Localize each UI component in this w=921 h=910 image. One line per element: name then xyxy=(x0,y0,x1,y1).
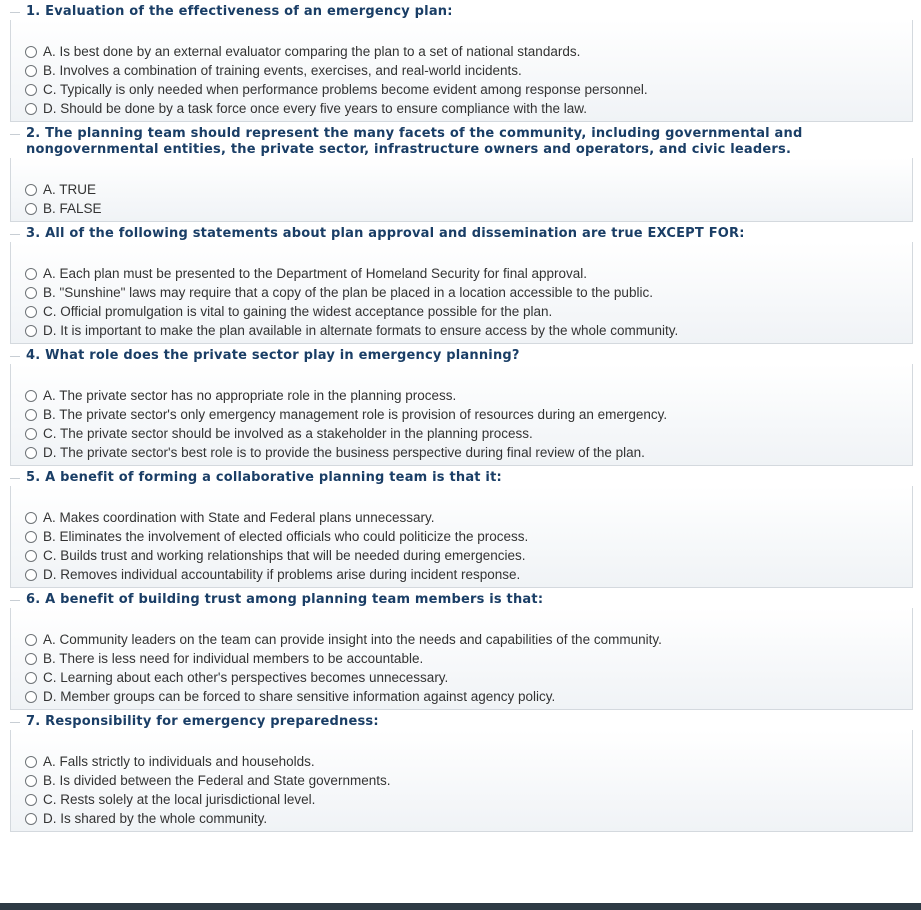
option-b[interactable] xyxy=(11,61,912,80)
radio-button[interactable] xyxy=(25,634,37,646)
option-a[interactable] xyxy=(11,508,912,527)
radio-button[interactable] xyxy=(25,775,37,787)
bottom-toolbar-edge xyxy=(0,903,921,910)
option-d[interactable] xyxy=(11,443,912,462)
option-b[interactable] xyxy=(11,649,912,668)
answer-options xyxy=(10,158,913,222)
option-label: B. There is less need for individual members to be accountable. xyxy=(43,651,424,666)
radio-button[interactable] xyxy=(25,103,37,115)
option-label: D. It is important to make the plan available in alternate formats to ensure access by the whole community. xyxy=(43,323,679,338)
option-d[interactable] xyxy=(11,99,912,118)
option-d[interactable] xyxy=(11,565,912,584)
option-label: B. Is divided between the Federal and State governments. xyxy=(43,773,391,788)
option-b[interactable] xyxy=(11,283,912,302)
option-label: A. Each plan must be presented to the Department of Homeland Security for final approval. xyxy=(43,266,588,281)
radio-button[interactable] xyxy=(25,287,37,299)
question-7 xyxy=(0,710,921,832)
question-prompt: 4. What role does the private sector play in emergency planning? xyxy=(0,344,921,364)
option-c[interactable] xyxy=(11,80,912,99)
radio-button[interactable] xyxy=(25,512,37,524)
question-prompt: 7. Responsibility for emergency preparedness: xyxy=(0,710,921,730)
radio-button[interactable] xyxy=(25,756,37,768)
radio-button[interactable] xyxy=(25,531,37,543)
option-c[interactable] xyxy=(11,424,912,443)
radio-button[interactable] xyxy=(25,65,37,77)
radio-button[interactable] xyxy=(25,691,37,703)
radio-button[interactable] xyxy=(25,203,37,215)
radio-button[interactable] xyxy=(25,447,37,459)
option-label: B. FALSE xyxy=(43,201,102,216)
option-label: B. "Sunshine" laws may require that a copy of the plan be placed in a location accessible to the public. xyxy=(43,285,653,300)
question-prompt: 5. A benefit of forming a collaborative planning team is that it: xyxy=(0,466,921,486)
option-label: C. Typically is only needed when performance problems become evident among response personnel. xyxy=(43,82,648,97)
option-label: B. Eliminates the involvement of elected officials who could politicize the process. xyxy=(43,529,529,544)
radio-button[interactable] xyxy=(25,550,37,562)
option-label: C. Rests solely at the local jurisdictional level. xyxy=(43,792,316,807)
answer-options xyxy=(10,20,913,122)
question-4 xyxy=(0,344,921,466)
question-3 xyxy=(0,222,921,344)
option-label: A. Falls strictly to individuals and households. xyxy=(43,754,315,769)
option-a[interactable] xyxy=(11,752,912,771)
question-prompt: 3. All of the following statements about plan approval and dissemination are true EXCEPT FOR: xyxy=(0,222,921,242)
option-c[interactable] xyxy=(11,302,912,321)
answer-options xyxy=(10,242,913,344)
option-b[interactable] xyxy=(11,527,912,546)
option-d[interactable] xyxy=(11,809,912,828)
radio-button[interactable] xyxy=(25,428,37,440)
option-label: C. Builds trust and working relationships that will be needed during emergencies. xyxy=(43,548,526,563)
radio-button[interactable] xyxy=(25,306,37,318)
option-label: A. The private sector has no appropriate role in the planning process. xyxy=(43,388,457,403)
option-label: D. Member groups can be forced to share sensitive information against agency policy. xyxy=(43,689,556,704)
radio-button[interactable] xyxy=(25,569,37,581)
option-d[interactable] xyxy=(11,321,912,340)
option-label: A. Makes coordination with State and Federal plans unnecessary. xyxy=(43,510,435,525)
radio-button[interactable] xyxy=(25,84,37,96)
radio-button[interactable] xyxy=(25,46,37,58)
option-a[interactable] xyxy=(11,264,912,283)
option-label: B. The private sector's only emergency management role is provision of resources during an emergency. xyxy=(43,407,668,422)
answer-options xyxy=(10,364,913,466)
option-a[interactable] xyxy=(11,386,912,405)
radio-button[interactable] xyxy=(25,813,37,825)
radio-button[interactable] xyxy=(25,325,37,337)
option-label: A. Community leaders on the team can provide insight into the needs and capabilities of the community. xyxy=(43,632,662,647)
question-prompt: 1. Evaluation of the effectiveness of an emergency plan: xyxy=(0,0,921,20)
radio-button[interactable] xyxy=(25,653,37,665)
option-label: A. Is best done by an external evaluator comparing the plan to a set of national standards. xyxy=(43,44,581,59)
question-6 xyxy=(0,588,921,710)
answer-options xyxy=(10,486,913,588)
option-c[interactable] xyxy=(11,546,912,565)
option-a[interactable] xyxy=(11,42,912,61)
option-label: D. Should be done by a task force once every five years to ensure compliance with the law. xyxy=(43,101,588,116)
option-label: C. The private sector should be involved as a stakeholder in the planning process. xyxy=(43,426,533,441)
radio-button[interactable] xyxy=(25,794,37,806)
option-label: C. Official promulgation is vital to gaining the widest acceptance possible for the plan. xyxy=(43,304,553,319)
question-2 xyxy=(0,122,921,222)
answer-options xyxy=(10,608,913,710)
option-a[interactable] xyxy=(11,180,912,199)
question-1 xyxy=(0,0,921,122)
option-label: D. Is shared by the whole community. xyxy=(43,811,268,826)
question-5 xyxy=(0,466,921,588)
option-b[interactable] xyxy=(11,405,912,424)
radio-button[interactable] xyxy=(25,390,37,402)
radio-button[interactable] xyxy=(25,268,37,280)
answer-options xyxy=(10,730,913,832)
option-label: C. Learning about each other's perspectives becomes unnecessary. xyxy=(43,670,449,685)
option-label: B. Involves a combination of training events, exercises, and real-world incidents. xyxy=(43,63,522,78)
option-label: D. The private sector's best role is to provide the business perspective during final review of the plan. xyxy=(43,445,645,460)
question-prompt: 6. A benefit of building trust among planning team members is that: xyxy=(0,588,921,608)
option-a[interactable] xyxy=(11,630,912,649)
question-prompt: 2. The planning team should represent the many facets of the community, including governmental and nongovernmental entities, the private sector, infrastructure owners and operators, and civic leaders. xyxy=(0,122,921,158)
option-label: D. Removes individual accountability if problems arise during incident response. xyxy=(43,567,521,582)
radio-button[interactable] xyxy=(25,409,37,421)
option-d[interactable] xyxy=(11,687,912,706)
radio-button[interactable] xyxy=(25,184,37,196)
option-label: A. TRUE xyxy=(43,182,97,197)
option-b[interactable] xyxy=(11,771,912,790)
option-b[interactable] xyxy=(11,199,912,218)
option-c[interactable] xyxy=(11,668,912,687)
radio-button[interactable] xyxy=(25,672,37,684)
option-c[interactable] xyxy=(11,790,912,809)
